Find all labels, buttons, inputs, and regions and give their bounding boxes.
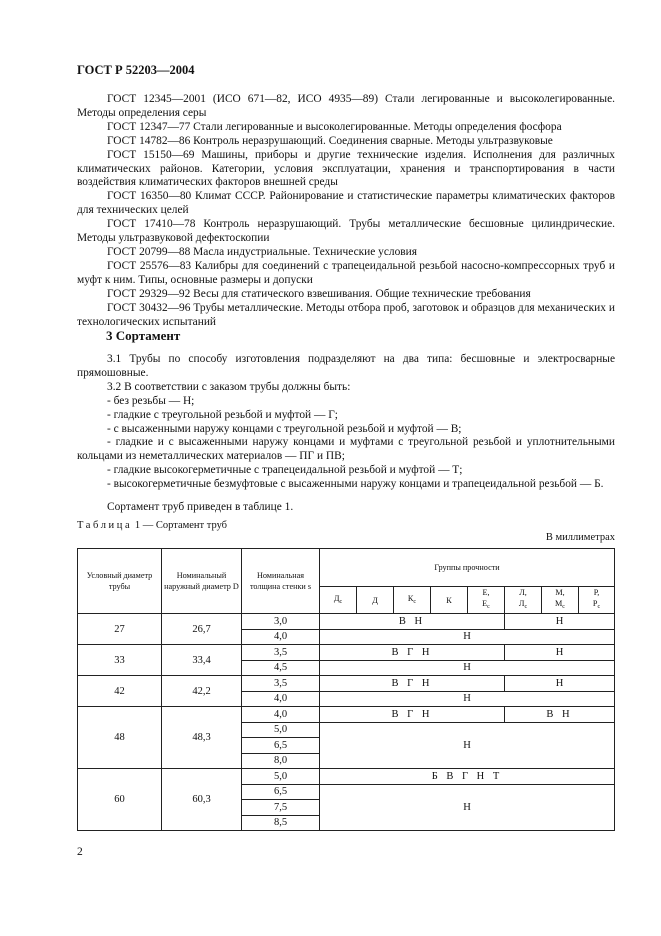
group-label: Р, — [593, 588, 600, 597]
cell-groups: Б В Г Н Т — [320, 769, 615, 785]
cell-groups: Н — [320, 629, 615, 645]
group-label: К — [446, 595, 452, 605]
group-label: М — [555, 599, 563, 608]
cell-outer-diameter: 42,2 — [162, 676, 242, 707]
group-label: Е, — [482, 588, 490, 597]
group-label: М, — [555, 588, 565, 597]
cell-outer-diameter: 48,3 — [162, 707, 242, 769]
group-header — [357, 587, 394, 614]
group-label: К — [407, 593, 414, 603]
group-subscript: с — [413, 598, 417, 605]
list-item: - гладкие с треугольной резьбой и муфтой — Г; — [107, 408, 338, 421]
col-header-outer-diameter: Номинальный наружный диаметр D — [162, 549, 242, 614]
group-subscript: с — [487, 604, 490, 610]
table-row — [78, 769, 615, 785]
cell-wall-thickness: 5,0 — [242, 769, 320, 785]
cell-wall-thickness: 4,0 — [242, 691, 320, 707]
cell-groups: В Г Н — [320, 676, 505, 692]
reference-item: ГОСТ 15150—69 Машины, приборы и другие технические изделия. Исполнения для различных климатических районов. Категории, условия эксплуатации, хранения и транспортирования в части воздействия климатических факторов внешней среды — [77, 148, 615, 189]
cell-groups: Н — [505, 645, 615, 661]
section-body — [77, 353, 615, 515]
cell-conditional-diameter: 60 — [78, 769, 162, 831]
normative-references — [77, 93, 615, 329]
reference-item: ГОСТ 20799—88 Масла индустриальные. Технические условия — [107, 245, 417, 258]
table-header-row — [78, 549, 615, 587]
group-subscript: с — [339, 598, 343, 605]
col-header-conditional-diameter: Условный диаметр трубы — [78, 549, 162, 614]
reference-item: ГОСТ 30432—96 Трубы металлические. Методы отбора проб, заготовок и образцов для механических и технологических испытаний — [77, 301, 615, 328]
list-item: - без резьбы — Н; — [107, 394, 195, 407]
section-title: 3 Сортамент — [106, 328, 181, 343]
group-label: Е — [482, 599, 488, 608]
group-label: Л — [518, 599, 525, 608]
group-header — [468, 587, 505, 614]
cell-conditional-diameter: 27 — [78, 614, 162, 645]
cell-wall-thickness: 3,5 — [242, 645, 320, 661]
list-item: - гладкие и с высаженными наружу концами и муфтами с треугольной резьбой и уплотнительными кольцами из неметаллических материалов — ПГ и ПВ; — [77, 436, 615, 463]
reference-item: ГОСТ 17410—78 Контроль неразрушающий. Трубы металлические бесшовные цилиндрические. Методы ультразвуковой дефектоскопии — [77, 218, 615, 245]
table-row — [78, 645, 615, 661]
group-header — [431, 587, 468, 614]
cell-conditional-diameter: 48 — [78, 707, 162, 769]
group-subscript: с — [597, 604, 601, 610]
reference-item: ГОСТ 16350—80 Климат СССР. Районирование и статистические параметры климатических факторов для технических целей — [77, 190, 615, 217]
list-item: - гладкие высокогерметичные с трапецеидальной резьбой и муфтой — Т; — [107, 464, 463, 477]
document-header: ГОСТ Р 52203—2004 — [77, 63, 195, 77]
cell-outer-diameter: 60,3 — [162, 769, 242, 831]
cell-wall-thickness: 3,5 — [242, 676, 320, 692]
cell-conditional-diameter: 33 — [78, 645, 162, 676]
reference-item: ГОСТ 29329—92 Весы для статического взвешивания. Общие технические требования — [107, 287, 531, 300]
cell-wall-thickness: 8,5 — [242, 815, 320, 831]
assortment-table — [77, 548, 615, 831]
cell-wall-thickness: 4,0 — [242, 707, 320, 723]
cell-wall-thickness: 4,5 — [242, 660, 320, 676]
group-label: Д — [372, 595, 378, 605]
group-label: Р — [592, 599, 598, 608]
cell-wall-thickness: 7,5 — [242, 800, 320, 816]
cell-groups: В Н — [320, 614, 505, 630]
list-item: - высокогерметичные безмуфтовые с высаженными наружу концами и трапецеидальной резьбой — Б. — [107, 478, 604, 491]
caption-prefix: Таблица — [77, 520, 133, 531]
reference-item: ГОСТ 25576—83 Калибры для соединений с трапецеидальной резьбой насосно-компрессорных труб и муфт к ним. Типы, основные размеры и допуски — [77, 259, 615, 286]
table-row — [78, 676, 615, 692]
cell-groups: Н — [320, 691, 615, 707]
cell-groups: В Г Н — [320, 707, 505, 723]
cell-outer-diameter: 33,4 — [162, 645, 242, 676]
caption-text: 1 — Сортамент труб — [132, 520, 228, 531]
cell-groups: Н — [505, 676, 615, 692]
reference-item: ГОСТ 12345—2001 (ИСО 671—82, ИСО 4935—89) Стали легированные и высоколегированные. Методы определения серы — [77, 93, 615, 119]
cell-groups: Н — [505, 614, 615, 630]
group-label: Л, — [519, 588, 527, 597]
cell-wall-thickness: 6,5 — [242, 738, 320, 754]
group-header — [542, 587, 579, 614]
table-units: В миллиметрах — [545, 532, 615, 543]
group-subscript: с — [524, 604, 528, 610]
cell-wall-thickness: 8,0 — [242, 753, 320, 769]
table-caption — [77, 520, 227, 531]
table-row — [78, 614, 615, 630]
cell-groups: Н — [320, 722, 615, 769]
group-header — [320, 587, 357, 614]
cell-wall-thickness: 5,0 — [242, 722, 320, 738]
group-label: Д — [333, 593, 340, 603]
group-subscript: с — [562, 604, 565, 610]
cell-wall-thickness: 3,0 — [242, 614, 320, 630]
cell-groups: В Г Н — [320, 645, 505, 661]
cell-groups: В Н — [505, 707, 615, 723]
paragraph: 3.1 Трубы по способу изготовления подразделяют на два типа: бесшовные и электросварные прямошовные. — [77, 353, 615, 379]
col-header-wall-thickness: Номинальная толщина стенки s — [242, 549, 320, 614]
cell-wall-thickness: 4,0 — [242, 629, 320, 645]
paragraph: Сортамент труб приведен в таблице 1. — [107, 501, 294, 514]
reference-item: ГОСТ 14782—86 Контроль неразрушающий. Соединения сварные. Методы ультразвуковые — [107, 134, 553, 147]
col-header-strength-groups: Группы прочности — [320, 549, 615, 587]
cell-wall-thickness: 6,5 — [242, 784, 320, 800]
paragraph: 3.2 В соответствии с заказом трубы должны быть: — [107, 380, 351, 393]
group-header — [579, 587, 615, 614]
cell-outer-diameter: 26,7 — [162, 614, 242, 645]
group-header — [394, 587, 431, 614]
cell-conditional-diameter: 42 — [78, 676, 162, 707]
table-row — [78, 707, 615, 723]
reference-item: ГОСТ 12347—77 Стали легированные и высоколегированные. Методы определения фосфора — [107, 120, 562, 133]
cell-groups: Н — [320, 660, 615, 676]
cell-groups: Н — [320, 784, 615, 831]
list-item: - с высаженными наружу концами с треугольной резьбой и муфтой — В; — [107, 422, 462, 435]
page-number: 2 — [77, 846, 83, 858]
group-header — [505, 587, 542, 614]
